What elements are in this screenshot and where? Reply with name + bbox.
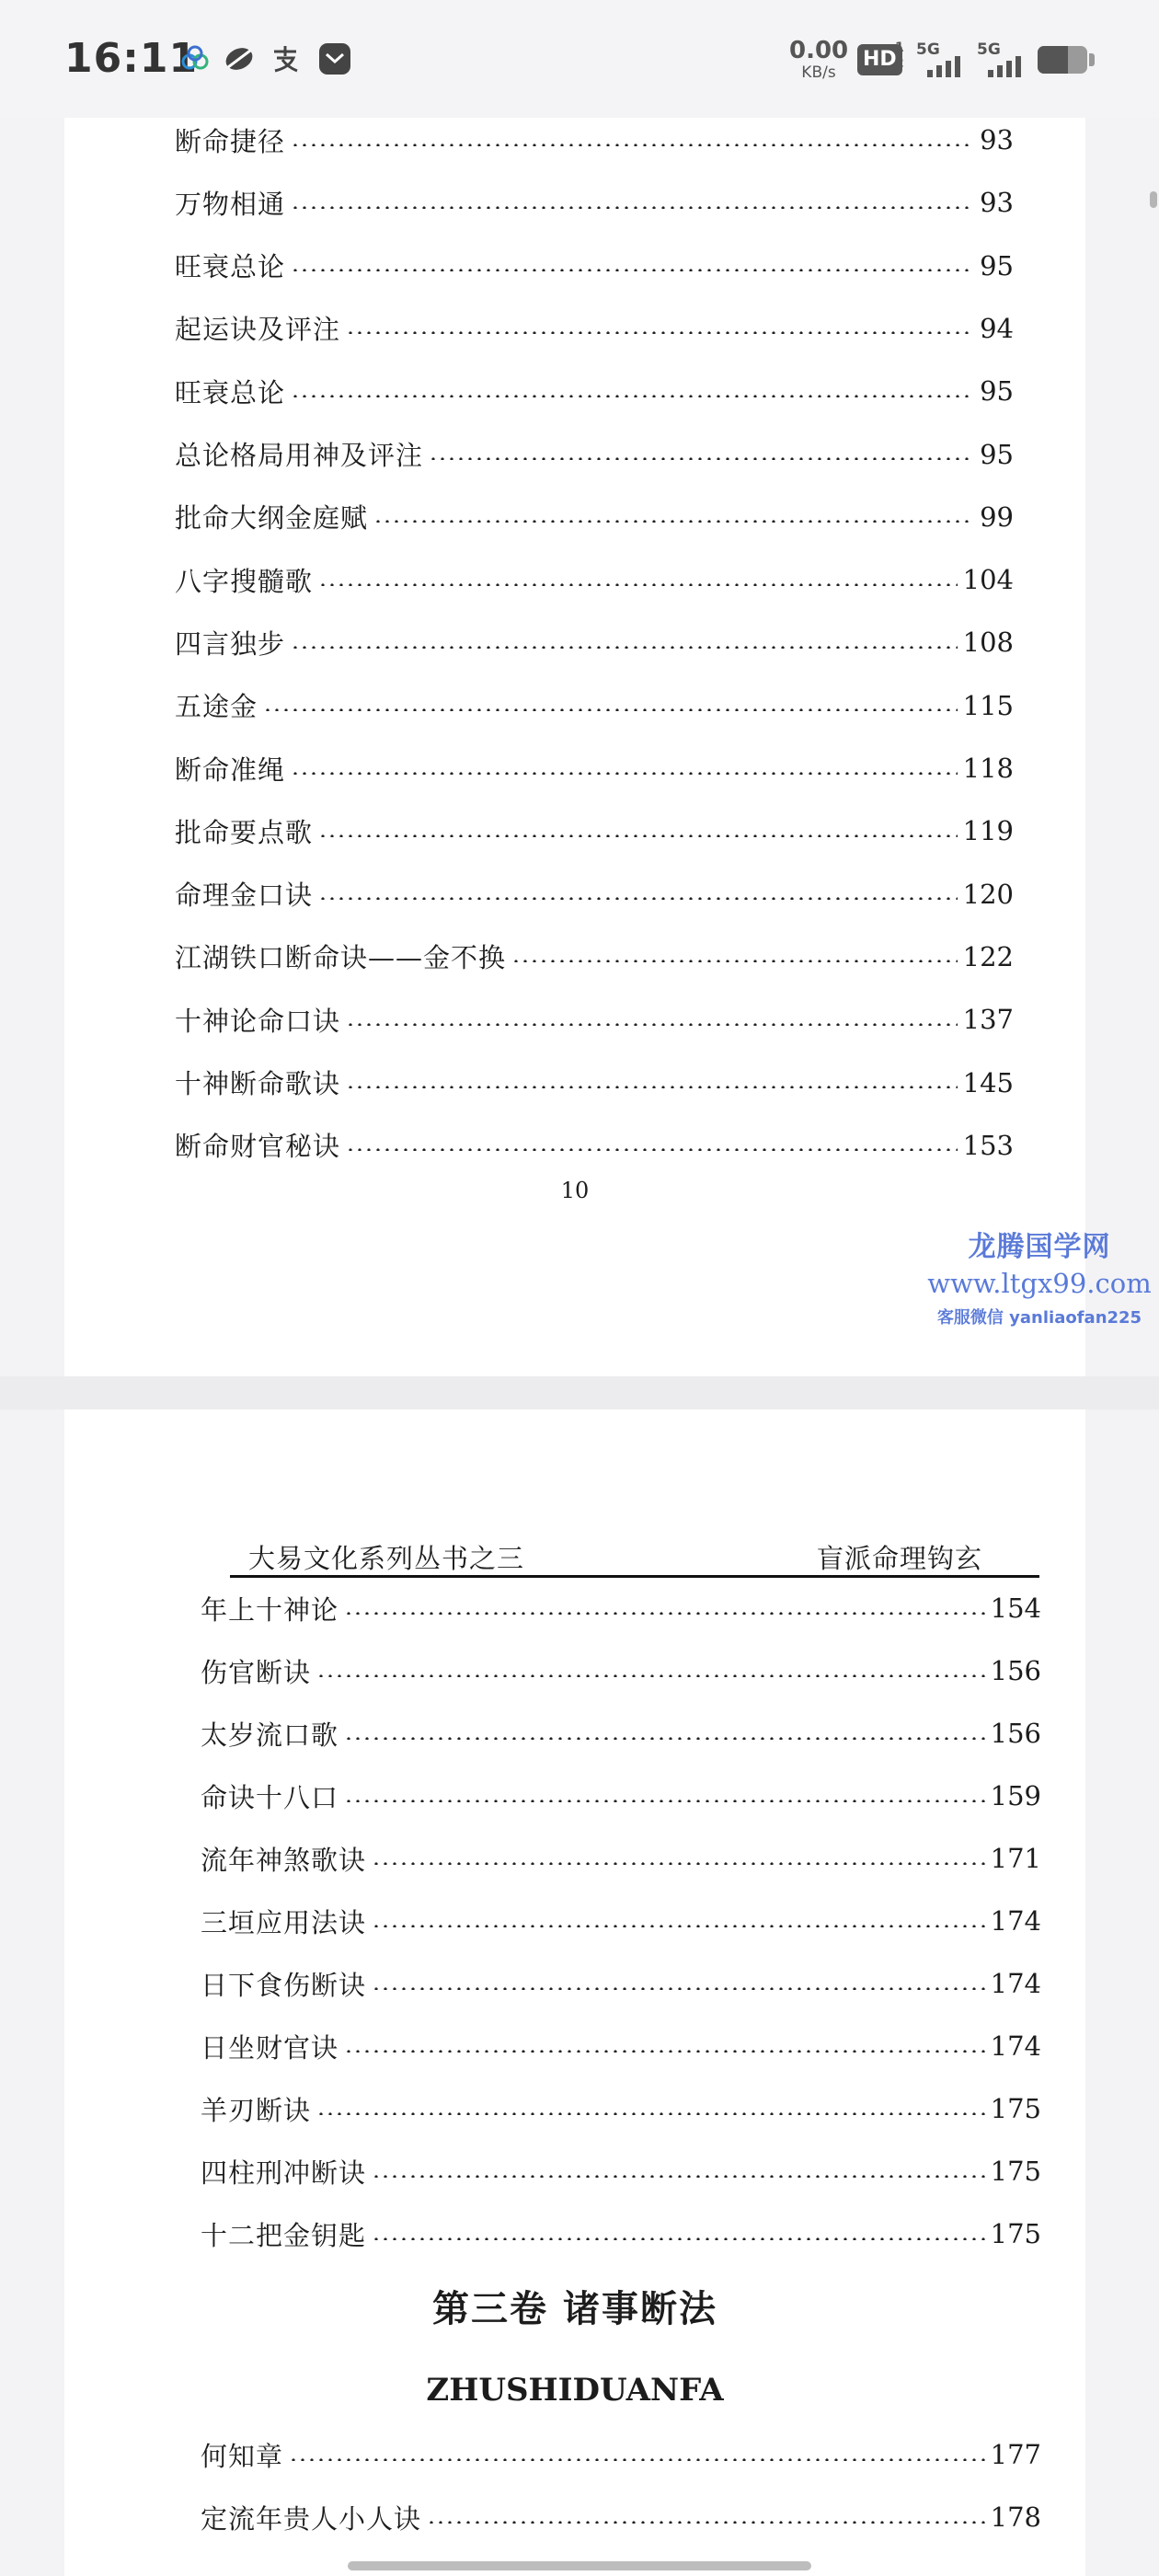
toc-entry-title: 伤官断诀 (201, 1656, 312, 1688)
toc-entry-title: 断命准绳 (175, 753, 286, 786)
toc-entry-title: 何知章 (201, 2440, 284, 2472)
toc-entry[interactable] (201, 2497, 1041, 2537)
link-icon (177, 40, 213, 77)
watermark (920, 1224, 1159, 1328)
watermark-site-url: www.ltgx99.com (927, 1268, 1152, 1299)
toc-entry-title: 断命捷径 (175, 125, 286, 157)
toc-entry-title: 十神论命口诀 (175, 1005, 341, 1037)
battery-icon (1038, 46, 1087, 74)
signal-sim2-label: 5G (977, 40, 1001, 59)
network-speed-value: 0.00 (789, 37, 849, 64)
toc-leader-dots (291, 646, 958, 649)
toc-entry-page: 137 (962, 1004, 1014, 1036)
toc-entry[interactable] (201, 1838, 1041, 1879)
toc-entry[interactable] (175, 685, 1014, 726)
toc-leader-dots (346, 1086, 958, 1088)
toc-entry-page: 159 (990, 1780, 1041, 1811)
toc-leader-dots (263, 708, 958, 711)
toc-entry-page: 95 (980, 438, 1014, 470)
toc-entry-page: 118 (962, 753, 1014, 784)
toc-entry-page: 119 (962, 815, 1014, 847)
toc-entry-page: 122 (962, 940, 1014, 972)
toc-leader-dots (344, 1737, 985, 1740)
toc-entry-title: 定流年贵人小人诀 (201, 2502, 422, 2535)
toc-entry[interactable] (175, 1063, 1014, 1103)
toc-leader-dots (346, 1148, 958, 1151)
toc-entry-title: 五途金 (175, 691, 258, 723)
toc-leader-dots (373, 520, 974, 523)
toc-leader-dots (291, 144, 974, 146)
toc-entry[interactable] (175, 874, 1014, 914)
toc-entry[interactable] (175, 999, 1014, 1040)
hd-sub-2: 2 (895, 56, 904, 71)
toc-entry-page: 145 (962, 1066, 1014, 1098)
document-page-2 (64, 1409, 1085, 2576)
toc-entry-title: 旺衰总论 (175, 376, 286, 408)
toc-entry[interactable] (175, 371, 1014, 411)
volume-subtitle: ZHUSHIDUANFA (426, 2372, 724, 2409)
battery-cap (1089, 53, 1095, 66)
toc-leader-dots (511, 960, 958, 962)
toc-leader-dots (289, 2458, 985, 2461)
toc-leader-dots (429, 457, 974, 460)
toc-entry-title: 命诀十八口 (201, 1781, 339, 1813)
toc-entry-page: 153 (962, 1129, 1014, 1161)
page-gap (0, 1376, 1159, 1409)
toc-entry[interactable] (175, 434, 1014, 475)
toc-entry-title: 流年神煞歌诀 (201, 1844, 367, 1876)
toc-entry-title: 命理金口诀 (175, 880, 314, 912)
toc-entry-page: 154 (990, 1593, 1041, 1624)
toc-entry-page: 156 (990, 1718, 1041, 1749)
toc-leader-dots (316, 1674, 985, 1677)
toc-entry[interactable] (175, 622, 1014, 662)
toc-leader-dots (346, 1023, 958, 1026)
toc-leader-dots (291, 206, 974, 209)
toc-entry-page: 93 (980, 187, 1014, 219)
scroll-indicator[interactable] (1150, 191, 1157, 208)
book-title: 盲派命理钩玄 (816, 1543, 982, 1574)
toc-entry[interactable] (201, 2434, 1041, 2475)
running-header (230, 1535, 1039, 1578)
toc-leader-dots (316, 2112, 985, 2115)
toc-entry[interactable] (201, 1776, 1041, 1816)
toc-entry-page: 93 (980, 124, 1014, 155)
toc-entry[interactable] (175, 748, 1014, 788)
toc-entry-page: 175 (990, 2218, 1041, 2249)
toc-entry-title: 四柱刑冲断诀 (201, 2156, 367, 2189)
toc-leader-dots (427, 2521, 985, 2524)
hd-sim-indicator (895, 40, 904, 72)
signal-sim1-icon (916, 40, 971, 77)
toc-entry[interactable] (175, 1125, 1014, 1166)
toc-entry-page: 99 (980, 500, 1014, 533)
toc-entry-title: 十神断命歌诀 (175, 1068, 341, 1099)
toc-leader-dots (318, 897, 958, 900)
volume-title: 第三卷 诸事断法 (432, 2287, 717, 2330)
toc-entry-title: 旺衰总论 (175, 251, 286, 283)
toc-entry-page: 95 (980, 249, 1014, 282)
toc-leader-dots (346, 331, 974, 334)
clock: 16:11 (64, 35, 199, 82)
toc-entry-page: 115 (962, 689, 1014, 721)
page-number: 10 (560, 1178, 590, 1203)
toc-leader-dots (372, 2175, 985, 2178)
toc-leader-dots (344, 1800, 985, 1802)
toc-entry[interactable] (175, 182, 1014, 223)
toc-entry-title: 十二把金钥匙 (201, 2219, 367, 2251)
network-speed (789, 39, 848, 81)
home-indicator[interactable] (348, 2561, 811, 2570)
toc-entry[interactable] (201, 1963, 1041, 2004)
toc-entry-title: 日下食伤断诀 (201, 1969, 367, 2001)
toc-leader-dots (291, 395, 974, 397)
toc-entry-page: 174 (990, 2030, 1041, 2062)
hd-voice-badge: HD (857, 44, 902, 75)
toc-entry-page: 178 (990, 2501, 1041, 2533)
toc-entry-page: 94 (980, 312, 1014, 344)
toc-entry-page: 108 (962, 627, 1014, 659)
toc-leader-dots (372, 1925, 985, 1927)
toc-entry-page: 156 (990, 1655, 1041, 1686)
toc-entry-page: 104 (962, 564, 1014, 596)
toc-entry[interactable] (201, 1650, 1041, 1691)
toc-entry[interactable] (175, 308, 1014, 349)
toc-entry-page: 174 (990, 1968, 1041, 1999)
toc-entry-page: 175 (990, 2093, 1041, 2124)
leaf-icon (221, 40, 258, 77)
document-page-1 (64, 118, 1085, 1376)
toc-entry-title: 太岁流口歌 (201, 1719, 339, 1751)
toc-leader-dots (318, 583, 958, 586)
toc-entry[interactable] (201, 1588, 1041, 1628)
toc-entry[interactable] (201, 2151, 1041, 2191)
toc-entry-title: 八字搜髓歌 (175, 565, 314, 597)
watermark-site-name: 龙腾国学网 (968, 1231, 1111, 1263)
toc-entry-title: 断命财官秘诀 (175, 1131, 341, 1163)
toc-entry[interactable] (201, 2088, 1041, 2129)
toc-leader-dots (372, 2237, 985, 2240)
signal-sim1-label: 5G (916, 40, 940, 59)
toc-entry-title: 起运诀及评注 (175, 314, 341, 346)
toc-entry-title: 羊刃断诀 (201, 2094, 312, 2126)
network-speed-unit: KB/s (801, 63, 836, 82)
toc-entry[interactable] (175, 246, 1014, 286)
hd-sub-1: 1 (895, 40, 904, 55)
toc-entry[interactable] (175, 497, 1014, 537)
toc-entry-title: 四言独步 (175, 627, 286, 660)
status-bar (0, 0, 1159, 118)
message-icon (316, 40, 353, 77)
toc-entry-title: 江湖铁口断命诀——金不换 (175, 942, 507, 974)
toc-entry[interactable] (175, 559, 1014, 600)
toc-entry[interactable] (175, 120, 1014, 160)
toc-entry-title: 批命要点歌 (175, 816, 314, 848)
toc-entry-title: 日坐财官诀 (201, 2031, 339, 2064)
toc-entry[interactable] (175, 937, 1014, 977)
toc-entry[interactable] (175, 811, 1014, 851)
toc-entry-page: 174 (990, 1905, 1041, 1937)
toc-leader-dots (344, 2050, 985, 2053)
toc-entry-title: 万物相通 (175, 188, 286, 220)
toc-entry[interactable] (201, 1901, 1041, 1941)
watermark-contact: 客服微信 yanliaofan225 (936, 1308, 1142, 1328)
toc-entry[interactable] (201, 2026, 1041, 2066)
signal-sim2-icon (977, 40, 1032, 77)
toc-entry-title: 批命大纲金庭赋 (175, 502, 369, 535)
toc-leader-dots (372, 1987, 985, 1990)
toc-leader-dots (318, 834, 958, 837)
toc-entry[interactable] (201, 1713, 1041, 1754)
toc-entry-page: 175 (990, 2156, 1041, 2187)
toc-entry-page: 120 (962, 878, 1014, 910)
toc-entry-page: 95 (980, 375, 1014, 408)
toc-entry[interactable] (201, 2214, 1041, 2254)
toc-leader-dots (372, 1862, 985, 1865)
toc-leader-dots (291, 772, 958, 775)
toc-entry-title: 三垣应用法诀 (201, 1906, 367, 1938)
series-title: 大易文化系列丛书之三 (248, 1543, 525, 1574)
toc-leader-dots (344, 1612, 985, 1615)
toc-entry-title: 总论格局用神及评注 (175, 440, 424, 471)
toc-entry-page: 171 (990, 1843, 1041, 1874)
toc-entry-page: 177 (990, 2439, 1041, 2470)
toc-leader-dots (291, 269, 974, 271)
alipay-icon (267, 40, 304, 77)
toc-entry-title: 年上十神论 (201, 1593, 339, 1626)
